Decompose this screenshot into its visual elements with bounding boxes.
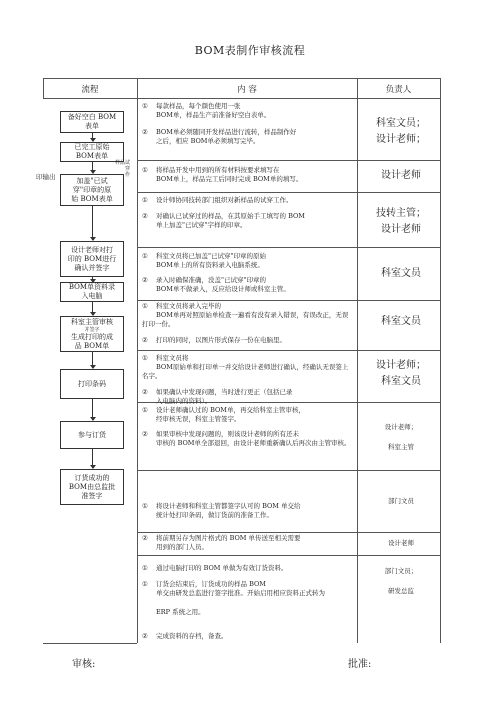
flow-step-stamped-bom: 加盖"已试 穿"印章的原 始 BOM表单 xyxy=(60,174,124,206)
page-title: BOM表制作审核流程 xyxy=(194,44,306,57)
row3-item2: ② 对确认已试穿过的样品，在其原始手工填写的 BOM 单上加盖"已试穿"字样的印章。 xyxy=(142,212,305,229)
row8-item1: ① 将设计老师和科室主管都签字认可的 BOM 单交给 统计处打印条码，做订货前的准备工作。 xyxy=(142,502,301,519)
row5-item2: ② 打印的同时，以图片形式保存一份在电脑里。 xyxy=(142,336,286,344)
row5-item1: ① 科室文员将录入完毕的 BOM单再对照原始单检查一遍看有没有录入错误，有误改正，无误打印一份。 xyxy=(142,302,349,328)
row10-item1: ① 通过电脑打印的 BOM 单做为有效订货资料。 xyxy=(142,564,288,572)
header-flow: 流程 xyxy=(81,85,99,95)
row7-owner: 设计老师； 科室主管 xyxy=(384,423,418,451)
row9-owner: 设计老师 xyxy=(388,539,414,547)
header-content: 内 容 xyxy=(237,85,257,95)
flow-step-blank-bom: 备好空白 BOM 表单 xyxy=(60,111,124,133)
row6-item1: ① 科室文员将 BOM原始单和打印单一并交给设计老师进行确认，经确认无误签上名字。 xyxy=(142,354,349,380)
row7-item1: ① 设计老师确认过的 BOM单，再交给科室主管审核， 经审核无误，科室主管签字。 xyxy=(142,406,305,423)
flow-step-approved-bom: 订货成功的 BOM由总监批 准签字 xyxy=(60,469,124,505)
row8-owner: 部门文员 xyxy=(388,497,414,505)
flow-step-ordering: 参与订货 xyxy=(60,421,124,449)
row6-owner: 设计老师； 科室文员 xyxy=(376,360,426,387)
row4-item2: ② 录入时确保准确，没盖"已试穿"印章的 BOM单不做录入，反应给设计师或科室主管。 xyxy=(142,276,290,293)
row1-item2: ② BOM单必须随同开发样品进行流转，样品制作好 之后，相应 BOM单必须填写完毕。 xyxy=(142,128,297,145)
row10-item4: ② 完成资料的存档，备查。 xyxy=(142,632,228,640)
row4-owner: 科室文员 xyxy=(381,268,421,279)
flow-step-supervisor-review: 科室主管审核 并签字 生成打印的成 品 BOM单 xyxy=(60,316,124,352)
row7-item2: ② 如果审核中发现问题的，则该设计老师的所有还未 审核的 BOM单全部退回，由设计老师重新确认后再次由主管审核。 xyxy=(142,430,351,447)
row3-item1: ① 设计师协同技转部门组织对新样品的试穿工作。 xyxy=(142,196,293,204)
row10-item3: ERP 系统之用。 xyxy=(156,608,205,616)
row9-item1: ② 将前期另存为图片格式的 BOM 单传送至相关需要 用到的部门人员。 xyxy=(142,534,301,551)
flow-side-print: 印输出 xyxy=(36,173,56,181)
row2-owner: 设计老师 xyxy=(381,170,421,181)
flow-step-finished-bom: 已完工原始 BOM表单 xyxy=(60,142,124,162)
row10-item2: ① 订货会结束后，订货成功的样品 BOM 单交由研发总监进行签字批准。开始启用相应资料正式转为 xyxy=(142,580,325,597)
review-label: 审核: xyxy=(72,659,96,670)
header-owner: 负责人 xyxy=(385,85,412,95)
flow-step-data-entry: BOM单资料录 入电脑 xyxy=(60,282,124,302)
row2-item1: ① 将样品开发中用到的所有材料按要求填写在 BOM单上，样品完工后同时完成 BOM单的填写。 xyxy=(142,166,303,183)
flow-step-print-barcode: 打印条码 xyxy=(60,369,124,399)
row10-owner: 部门文员； 研发总监 xyxy=(384,567,418,595)
row1-item1: ① 每款样品，每个颜色使用一张 BOM单，样品生产前准备好空白表单。 xyxy=(142,102,271,119)
flow-note-trial: 样品试穿 作 xyxy=(114,160,130,178)
row1-owner: 科室文员； 设计老师； xyxy=(376,118,426,145)
flow-step-designer-confirm: 设计老师对打 印的 BOM进行 确认并签字 xyxy=(60,241,124,277)
row4-item1: ① 科室文员将已加盖"已试穿"印章的原始 BOM单上的所有资料录入电脑系统。 xyxy=(142,252,266,269)
approve-label: 批准: xyxy=(348,659,372,670)
row6-item2: ② 如果确认中发现问题，当时进行更正（包括已录 入电脑内的资料）。 xyxy=(142,388,293,405)
row5-owner: 科室文员 xyxy=(381,316,421,327)
row3-owner: 技转主管； 设计老师 xyxy=(376,208,426,235)
